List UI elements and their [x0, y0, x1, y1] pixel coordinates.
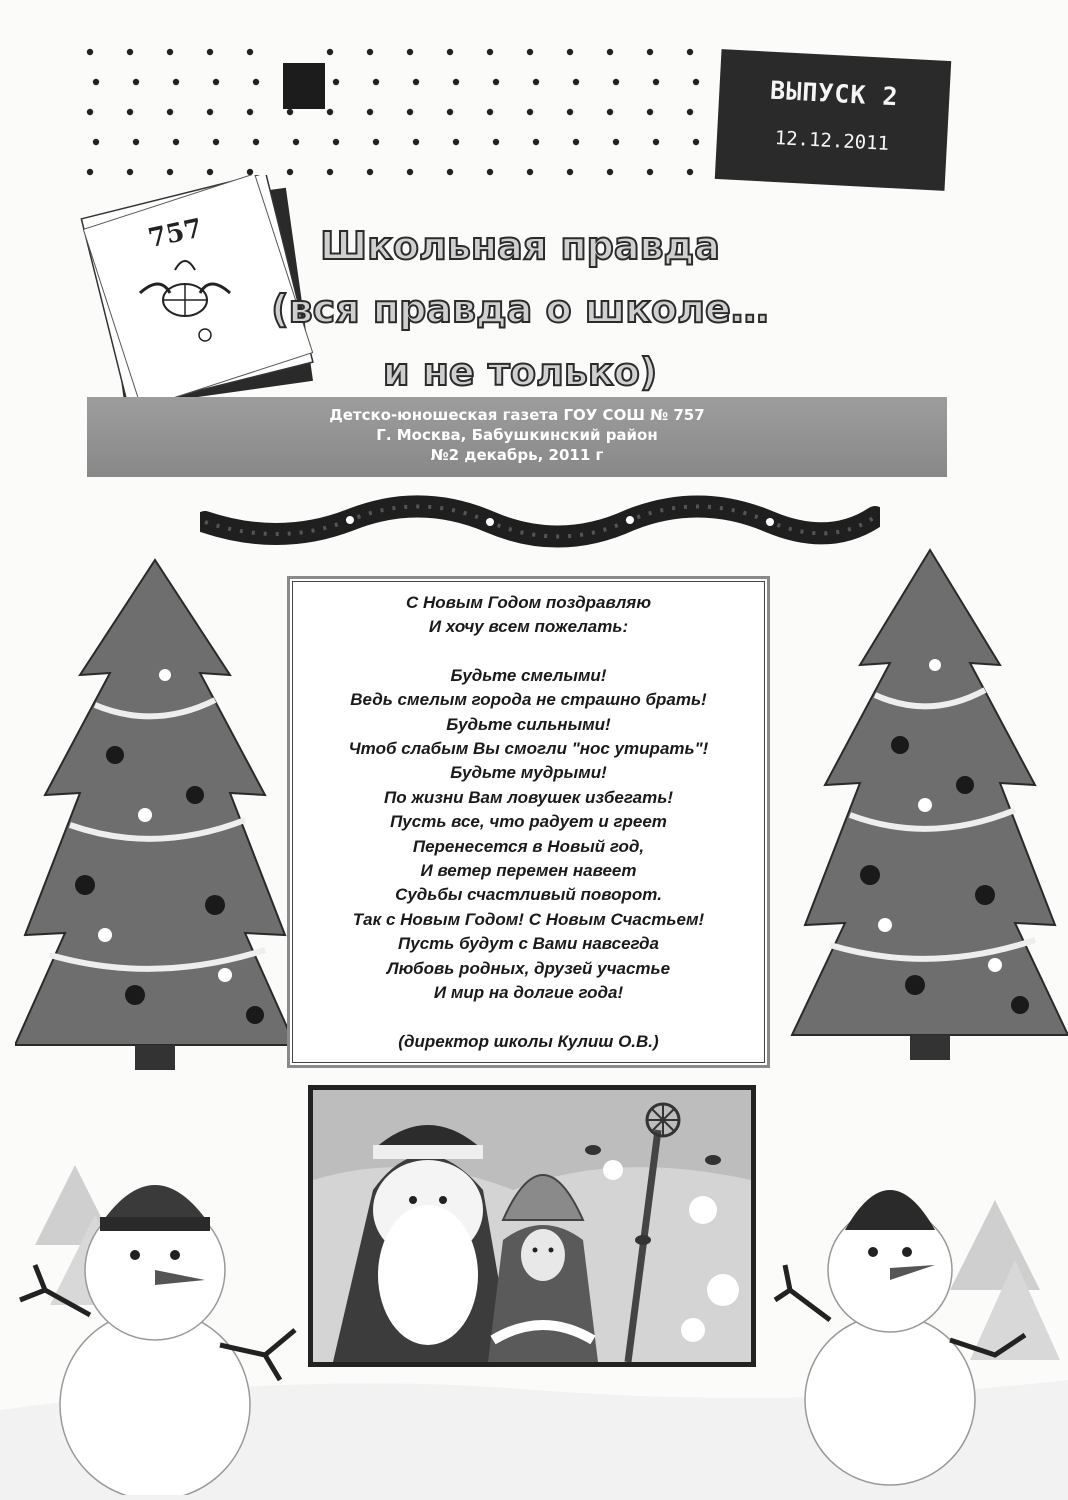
dot [367, 49, 373, 55]
dot [407, 109, 413, 115]
dot [567, 109, 573, 115]
dot [647, 169, 653, 175]
snowman-right [770, 1140, 1060, 1490]
dot [533, 79, 539, 85]
dot [93, 139, 99, 145]
dot [327, 169, 333, 175]
banner-line-3: №2 декабрь, 2011 г [430, 446, 604, 464]
dot [607, 169, 613, 175]
dot [653, 79, 659, 85]
dot [693, 139, 699, 145]
poem-line: Так с Новым Годом! С Новым Счастьем! [352, 909, 705, 929]
dot [253, 79, 259, 85]
dot [607, 109, 613, 115]
dot [293, 139, 299, 145]
dot [493, 79, 499, 85]
poem-line: И мир на долгие года! [433, 983, 624, 1003]
dot [447, 49, 453, 55]
dot [333, 139, 339, 145]
greeting-poem [287, 576, 770, 1068]
dot [127, 49, 133, 55]
black-square-decoration [283, 63, 325, 109]
poem-line: Перенесется в Новый год, [412, 836, 645, 856]
poem-line: С Новым Годом поздравляю [405, 593, 652, 612]
dot [407, 49, 413, 55]
masthead-banner [87, 397, 947, 477]
christmas-tree-left [15, 555, 295, 1075]
issue-badge [715, 49, 951, 191]
title-line-1: Школьная правда [320, 224, 720, 268]
issue-date: 12.12.2011 [774, 126, 890, 155]
dot [207, 49, 213, 55]
dot [607, 49, 613, 55]
ded-moroz-snegurochka-photo [308, 1085, 756, 1367]
dot [413, 139, 419, 145]
poem-line: И ветер перемен навеет [420, 861, 637, 881]
dot [327, 109, 333, 115]
dot [407, 169, 413, 175]
poem-line: Будьте сильными! [446, 714, 611, 734]
dot [167, 49, 173, 55]
dot [333, 79, 339, 85]
dot [573, 139, 579, 145]
dot [173, 79, 179, 85]
dot [213, 79, 219, 85]
dot [527, 109, 533, 115]
christmas-tree-right [790, 545, 1068, 1065]
dot-grid [87, 49, 699, 175]
poem-line: Судьбы счастливый поворот. [395, 885, 662, 905]
poem-intro [290, 591, 767, 640]
dot [567, 49, 573, 55]
poem-line: Любовь родных, друзей участье [386, 958, 671, 978]
dot [687, 169, 693, 175]
dot [173, 139, 179, 145]
title-line-2: (вся правда о школе… [271, 287, 769, 331]
garland-decoration [200, 492, 880, 562]
dot [613, 139, 619, 145]
dot [367, 169, 373, 175]
dot [127, 109, 133, 115]
newspaper-title [200, 215, 840, 404]
poem-line: Пусть все, что радует и греет [390, 812, 667, 832]
dot [167, 109, 173, 115]
dot [447, 109, 453, 115]
poem-line: Ведь смелым города не страшно брать! [350, 690, 707, 710]
dot [213, 139, 219, 145]
dot [687, 49, 693, 55]
poem-author: (директор школы Кулиш О.В.) [398, 1031, 659, 1051]
dot [493, 139, 499, 145]
dot [487, 49, 493, 55]
dot [133, 139, 139, 145]
dot [687, 109, 693, 115]
dot [247, 49, 253, 55]
dot [693, 79, 699, 85]
dot [527, 169, 533, 175]
poem-line: Чтоб слабым Вы смогли "нос утирать"! [348, 739, 709, 759]
dot [413, 79, 419, 85]
dot [647, 109, 653, 115]
banner-line-1: Детско-юношеская газета ГОУ СОШ № 757 [329, 406, 705, 424]
dot [613, 79, 619, 85]
dot [487, 109, 493, 115]
poem-body [290, 664, 767, 1006]
poem-line: Будьте смелыми! [450, 665, 607, 685]
dot [447, 169, 453, 175]
dot [87, 49, 93, 55]
dot [373, 139, 379, 145]
dot [327, 49, 333, 55]
issue-number: ВЫПУСК 2 [769, 75, 900, 112]
dot [207, 109, 213, 115]
dot [373, 79, 379, 85]
title-line-3: и не только) [382, 350, 658, 394]
dot [133, 79, 139, 85]
dot [647, 49, 653, 55]
dot [93, 79, 99, 85]
dot [453, 139, 459, 145]
dot [533, 139, 539, 145]
poem-line: И хочу всем пожелать: [428, 617, 629, 637]
dot [287, 109, 293, 115]
snowman-left [15, 1105, 315, 1495]
dot [253, 139, 259, 145]
poem-line: По жизни Вам ловушек избегать! [383, 787, 674, 807]
poem-line: Будьте мудрыми! [450, 763, 607, 783]
dot [487, 169, 493, 175]
dot [567, 169, 573, 175]
logo-number: 757 [145, 213, 205, 255]
poem-line: Пусть будут с Вами навсегда [398, 934, 659, 954]
banner-line-2: Г. Москва, Бабушкинский район [376, 426, 658, 444]
dot [653, 139, 659, 145]
dot [247, 109, 253, 115]
dot [573, 79, 579, 85]
dot [527, 49, 533, 55]
dot [453, 79, 459, 85]
dot [87, 109, 93, 115]
dot [367, 109, 373, 115]
